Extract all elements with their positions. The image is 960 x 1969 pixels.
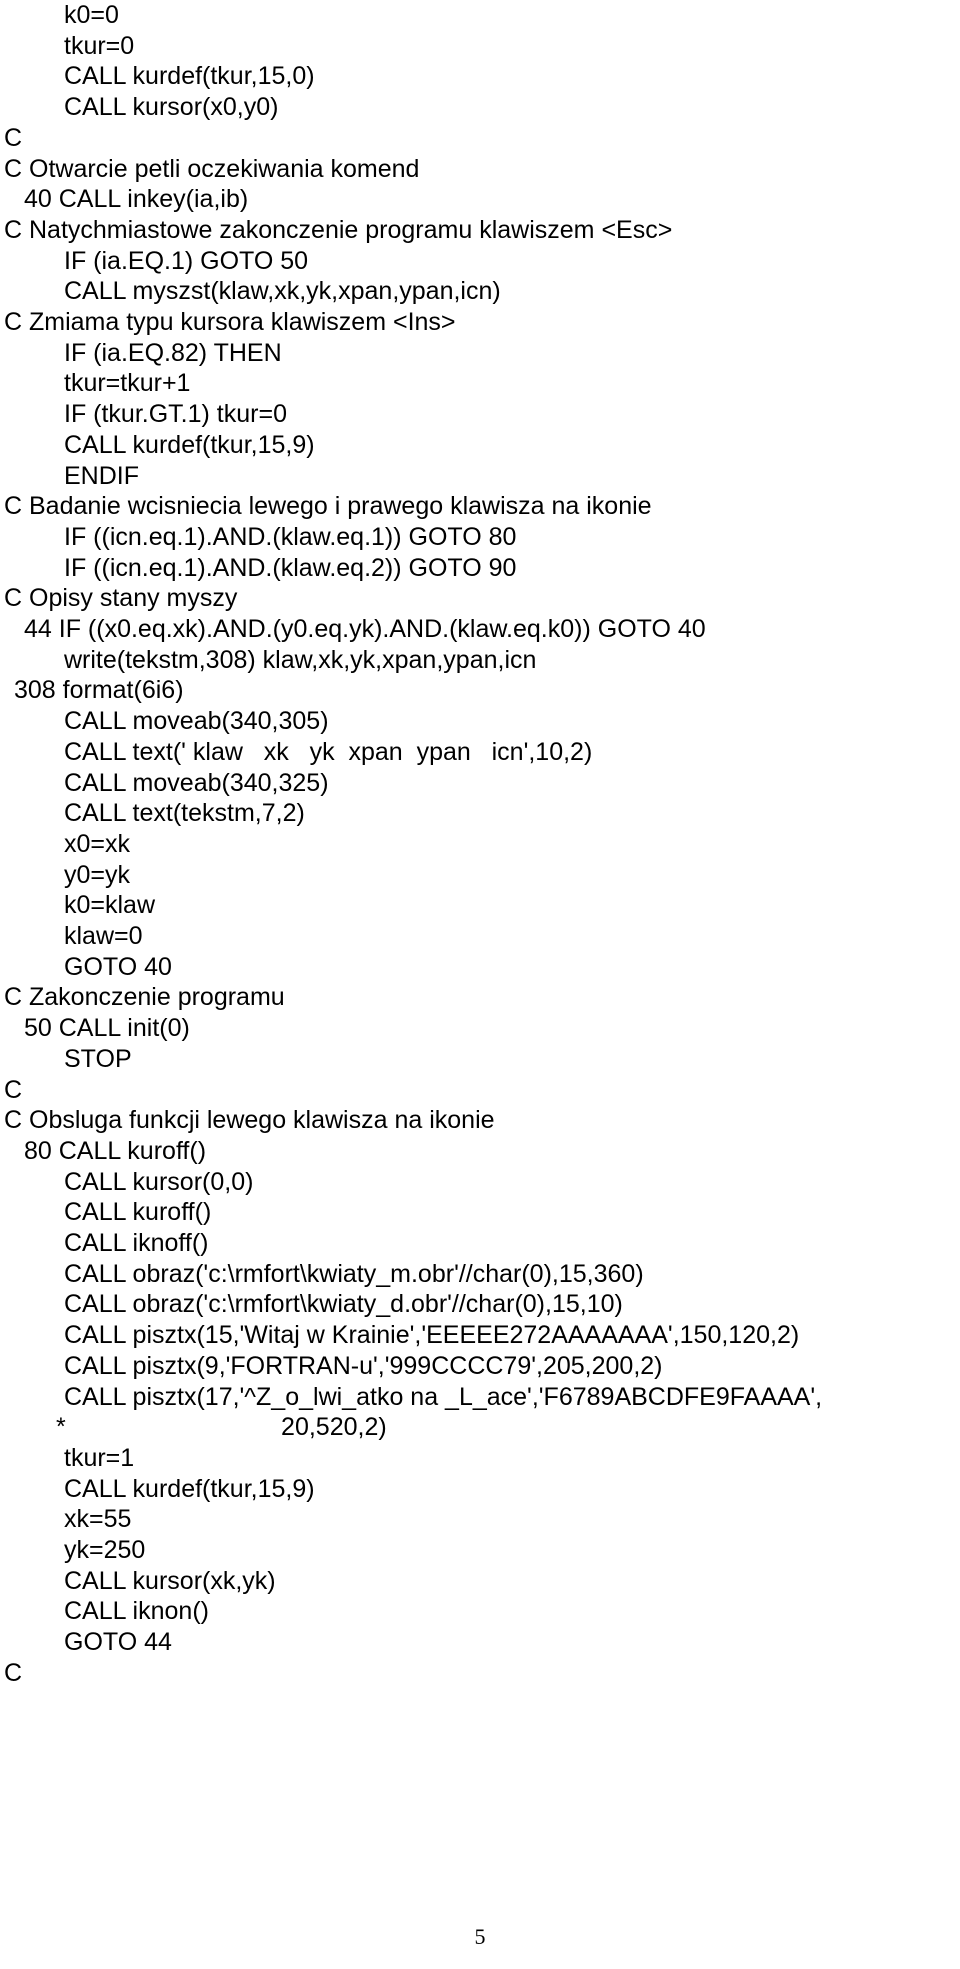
code-line: CALL iknoff() — [64, 1229, 209, 1257]
code-line: GOTO 44 — [64, 1628, 172, 1657]
code-line: GOTO 40 — [64, 952, 172, 981]
code-line: CALL text(' klaw xk yk xpan ypan icn',10,2) — [64, 737, 593, 766]
code-line: C — [4, 1658, 23, 1687]
code-line: C Natychmiastowe zakonczenie programu klawiszem <Esc> — [4, 215, 673, 244]
code-line: write(tekstm,308) klaw,xk,yk,xpan,ypan,icn — [64, 645, 537, 674]
code-line: IF (ia.EQ.82) THEN — [64, 338, 282, 367]
code-line: 50 CALL init(0) — [24, 1014, 190, 1043]
code-line: CALL kuroff() — [64, 1198, 212, 1227]
code-line: CALL text(tekstm,7,2) — [64, 799, 305, 828]
code-line: IF ((icn.eq.1).AND.(klaw.eq.2)) GOTO 90 — [64, 553, 517, 582]
code-line: IF (ia.EQ.1) GOTO 50 — [64, 246, 309, 275]
code-line: CALL pisztx(17,'^Z_o_lwi_atko na _L_ace','F6789ABCDFE9FAAAA', — [64, 1382, 823, 1411]
code-line: C Otwarcie petli oczekiwania komend — [4, 154, 420, 183]
code-line: k0=0 — [64, 1, 119, 29]
code-line: CALL iknon() — [64, 1597, 209, 1626]
code-line: * 20,520,2) — [56, 1413, 387, 1442]
code-line: CALL kurdef(tkur,15,9) — [64, 430, 315, 459]
code-line: C Zmiama typu kursora klawiszem <Ins> — [4, 308, 456, 336]
code-line: IF ((icn.eq.1).AND.(klaw.eq.1)) GOTO 80 — [64, 522, 517, 551]
page-number: 5 — [474, 1924, 486, 1949]
code-line: CALL pisztx(9,'FORTRAN-u','999CCCC79',205,200,2) — [64, 1351, 663, 1380]
code-line: x0=xk — [64, 829, 131, 858]
code-line: C Zakonczenie programu — [4, 983, 285, 1012]
code-line: CALL pisztx(15,'Witaj w Krainie','EEEEE272AAAAAAA',150,120,2) — [64, 1321, 800, 1350]
code-line: C — [4, 123, 23, 152]
code-line: CALL moveab(340,305) — [64, 707, 329, 736]
code-line: CALL kursor(0,0) — [64, 1167, 254, 1196]
code-line: yk=250 — [64, 1536, 146, 1564]
code-line: CALL obraz('c:\rmfort\kwiaty_d.obr'//char(0),15,10) — [64, 1290, 623, 1319]
code-line: CALL obraz('c:\rmfort\kwiaty_m.obr'//char(0),15,360) — [64, 1259, 644, 1288]
code-line: C — [4, 1075, 23, 1104]
code-line: STOP — [64, 1044, 132, 1073]
code-line: 308 format(6i6) — [14, 676, 184, 705]
code-line: CALL kursor(xk,yk) — [64, 1566, 276, 1595]
code-line: CALL kursor(x0,y0) — [64, 93, 279, 122]
code-line: y0=yk — [64, 860, 131, 889]
code-line: C Badanie wcisniecia lewego i prawego klawisza na ikonie — [4, 492, 652, 521]
code-line: 40 CALL inkey(ia,ib) — [24, 185, 249, 214]
code-line: C Opisy stany myszy — [4, 584, 238, 613]
code-line: klaw=0 — [64, 922, 143, 950]
code-line: CALL kurdef(tkur,15,0) — [64, 62, 315, 91]
code-line: IF (tkur.GT.1) tkur=0 — [64, 400, 287, 429]
code-line: xk=55 — [64, 1505, 132, 1534]
code-line: k0=klaw — [64, 891, 156, 920]
code-line: 44 IF ((x0.eq.xk).AND.(y0.eq.yk).AND.(klaw.eq.k0)) GOTO 40 — [24, 615, 706, 643]
code-line: CALL moveab(340,325) — [64, 768, 329, 797]
code-line: tkur=1 — [64, 1443, 135, 1472]
code-line: 80 CALL kuroff() — [24, 1136, 207, 1165]
code-line: CALL kurdef(tkur,15,9) — [64, 1474, 315, 1503]
code-line: tkur=0 — [64, 31, 135, 60]
code-line: ENDIF — [64, 461, 139, 490]
code-line: CALL myszst(klaw,xk,yk,xpan,ypan,icn) — [64, 277, 501, 306]
code-line: C Obsluga funkcji lewego klawisza na ikonie — [4, 1106, 495, 1135]
code-line: tkur=tkur+1 — [64, 369, 191, 398]
